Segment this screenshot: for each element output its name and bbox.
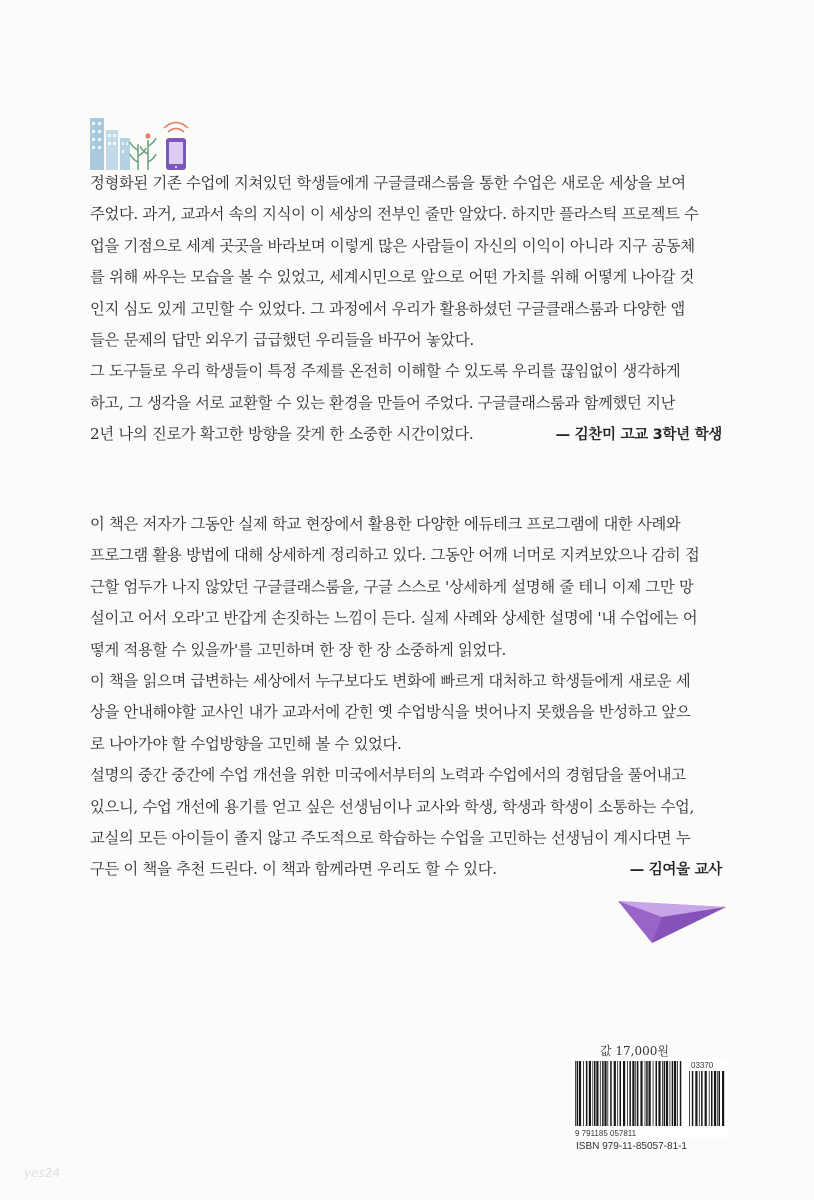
review-line: 업을 기점으로 세계 곳곳을 바라보며 이렇게 많은 사람들이 자신의 이익이 아니라 지구 공동체 [90, 236, 695, 255]
review-line: 인지 심도 있게 고민할 수 있었다. 그 과정에서 우리가 활용하셨던 구글클래스룸과 다양한 앱 [90, 299, 685, 318]
review-last-line [90, 854, 722, 886]
review-line: 교실의 모든 아이들이 졸지 않고 주도적으로 학습하는 수업을 고민하는 선생님이 계시다면 누 [90, 829, 691, 848]
barcode-bar [717, 1071, 718, 1126]
teacher-signature: — 김여울 교사 [629, 862, 722, 879]
barcode-bar [635, 1061, 636, 1126]
isbn-barcode [571, 1058, 727, 1138]
student-review [90, 168, 722, 452]
barcode-bar [692, 1071, 694, 1126]
barcode-bar [604, 1061, 606, 1126]
barcode-bar [709, 1071, 710, 1126]
barcode-bar [607, 1061, 608, 1126]
plants-icon [130, 138, 156, 170]
review-line: 로 나아가야 할 수업방향을 고민해 볼 수 있었다. [90, 734, 402, 753]
review-line: 들은 문제의 답만 외우기 급급했던 우리들을 바꾸어 놓았다. [90, 331, 474, 350]
barcode-bar [711, 1071, 713, 1126]
barcode-bar [579, 1061, 581, 1126]
review-line: 프로그램 활용 방법에 대해 상세하게 정리하고 있다. 그동안 어깨 너머로 지켜보았으나 감히 접 [90, 546, 700, 565]
city-phone-illustration [86, 112, 196, 174]
barcode-bar [614, 1061, 616, 1126]
review-line: 있으니, 수업 개선에 용기를 얻고 싶은 선생님이나 교사와 학생, 학생과 학생이 소통하는 수업, [90, 797, 695, 816]
barcode-bar [632, 1061, 634, 1126]
barcode-bar [653, 1061, 654, 1126]
barcode-bar [610, 1061, 612, 1126]
isbn-number: ISBN 979-11-85057-81-1 [576, 1141, 687, 1152]
barcode-bar [637, 1061, 639, 1126]
barcode-bar [674, 1061, 676, 1126]
review-line: 떻게 적용할 수 있을까'를 고민하며 한 장 한 장 소중하게 읽었다. [90, 640, 507, 659]
barcode-bar [620, 1061, 622, 1126]
flower-icon [145, 133, 150, 138]
barcode-bar [617, 1061, 618, 1126]
barcode-bar [645, 1061, 646, 1126]
review-line: 이 책을 읽으며 급변하는 세상에서 누구보다도 변화에 빠르게 대처하고 학생들에게 새로운 세 [90, 672, 691, 691]
review-line: 주었다. 과거, 교과서 속의 지식이 이 세상의 전부인 줄만 알았다. 하지만 플라스틱 프로젝트 수 [90, 205, 699, 224]
barcode-bar [589, 1061, 591, 1126]
watermark: yes24 [24, 1166, 61, 1180]
barcode-bar [586, 1061, 588, 1126]
barcode-bar [664, 1061, 666, 1126]
review-line: 그 도구들로 우리 학생들이 특정 주제를 온전히 이해할 수 있도록 우리를 끊임없이 생각하게 [90, 362, 681, 381]
barcode-bar [677, 1061, 678, 1126]
barcode-bar [583, 1061, 584, 1126]
barcode-bar [666, 1061, 668, 1126]
barcode-bar [596, 1061, 598, 1126]
barcode-bar [594, 1061, 596, 1126]
teacher-review [90, 509, 722, 887]
review-line: 근할 엄두가 나지 않았던 구글클래스룸을, 구글 스스로 '상세하게 설명해 줄 테니 이제 그만 망 [90, 577, 694, 596]
price-label: 값 17,000원 [600, 1044, 669, 1058]
review-last-line [90, 419, 722, 451]
barcode-digits: 9 791185 057811 [575, 1129, 637, 1138]
barcode-addon-number: 03370 [691, 1061, 714, 1070]
barcode-bar [719, 1071, 721, 1126]
barcode-bar [600, 1061, 601, 1126]
wifi-signal-icon [164, 123, 188, 133]
barcode-bar [575, 1061, 576, 1126]
barcode-bar [695, 1071, 697, 1126]
smartphone-icon [166, 138, 186, 170]
barcode-bar [629, 1061, 631, 1126]
barcode-bar [627, 1061, 628, 1126]
barcode-bar [722, 1071, 724, 1126]
barcode-bar [672, 1061, 674, 1126]
review-line: 설명의 중간 중간에 수업 개선을 위한 미국에서부터의 노력과 수업에서의 경험담을 풀어내고 [90, 766, 686, 785]
city-buildings-icon [90, 118, 130, 170]
barcode-bar [662, 1061, 663, 1126]
review-line: 구든 이 책을 추천 드린다. 이 책과 함께라면 우리도 할 수 있다. [90, 860, 497, 879]
barcode-bar [705, 1071, 707, 1126]
barcode-bar [680, 1061, 682, 1126]
barcode-bar [656, 1061, 658, 1126]
barcode-bar [649, 1061, 651, 1126]
barcode-bar [701, 1071, 703, 1126]
student-signature: — 김찬미 고교 3학년 학생 [555, 427, 722, 444]
barcode-bar [670, 1061, 671, 1126]
review-line: 2년 나의 진로가 확고한 방향을 갖게 한 소중한 시간이었다. [90, 425, 474, 444]
barcode-bar [699, 1071, 700, 1126]
review-line: 를 위해 싸우는 모습을 볼 수 있었고, 세계시민으로 앞으로 어떤 가치를 위해 어떻게 나아갈 것 [90, 268, 695, 287]
review-line: 상을 안내해야할 교사인 내가 교과서에 갇힌 옛 수업방식을 벗어나지 못했음을 반성하고 앞으 [90, 703, 691, 722]
barcode-bar [577, 1061, 579, 1126]
review-line: 하고, 그 생각을 서로 교환할 수 있는 환경을 만들어 주었다. 구글클래스룸과 함께했던 지난 [90, 393, 676, 412]
barcode-bar [602, 1061, 604, 1126]
paper-plane-icon [618, 893, 726, 943]
barcode-bar [689, 1071, 690, 1126]
barcode-bar [658, 1061, 660, 1126]
barcode-bar [640, 1061, 642, 1126]
review-line: 정형화된 기존 수업에 지쳐있던 학생들에게 구글클래스룸을 통한 수업은 새로운 세상을 보여 [90, 174, 686, 192]
barcode-bar [646, 1061, 648, 1126]
barcode-bar [623, 1061, 625, 1126]
barcode-bar [714, 1071, 716, 1126]
review-line: 이 책은 저자가 그동안 실제 학교 현장에서 활용한 다양한 에듀테크 프로그램에 대한 사례와 [90, 515, 681, 533]
review-line: 설이고 어서 오라'고 반갑게 손짓하는 느낌이 든다. 실제 사례와 상세한 설명에 '내 수업에는 어 [90, 609, 698, 628]
barcode-bar [592, 1061, 593, 1126]
